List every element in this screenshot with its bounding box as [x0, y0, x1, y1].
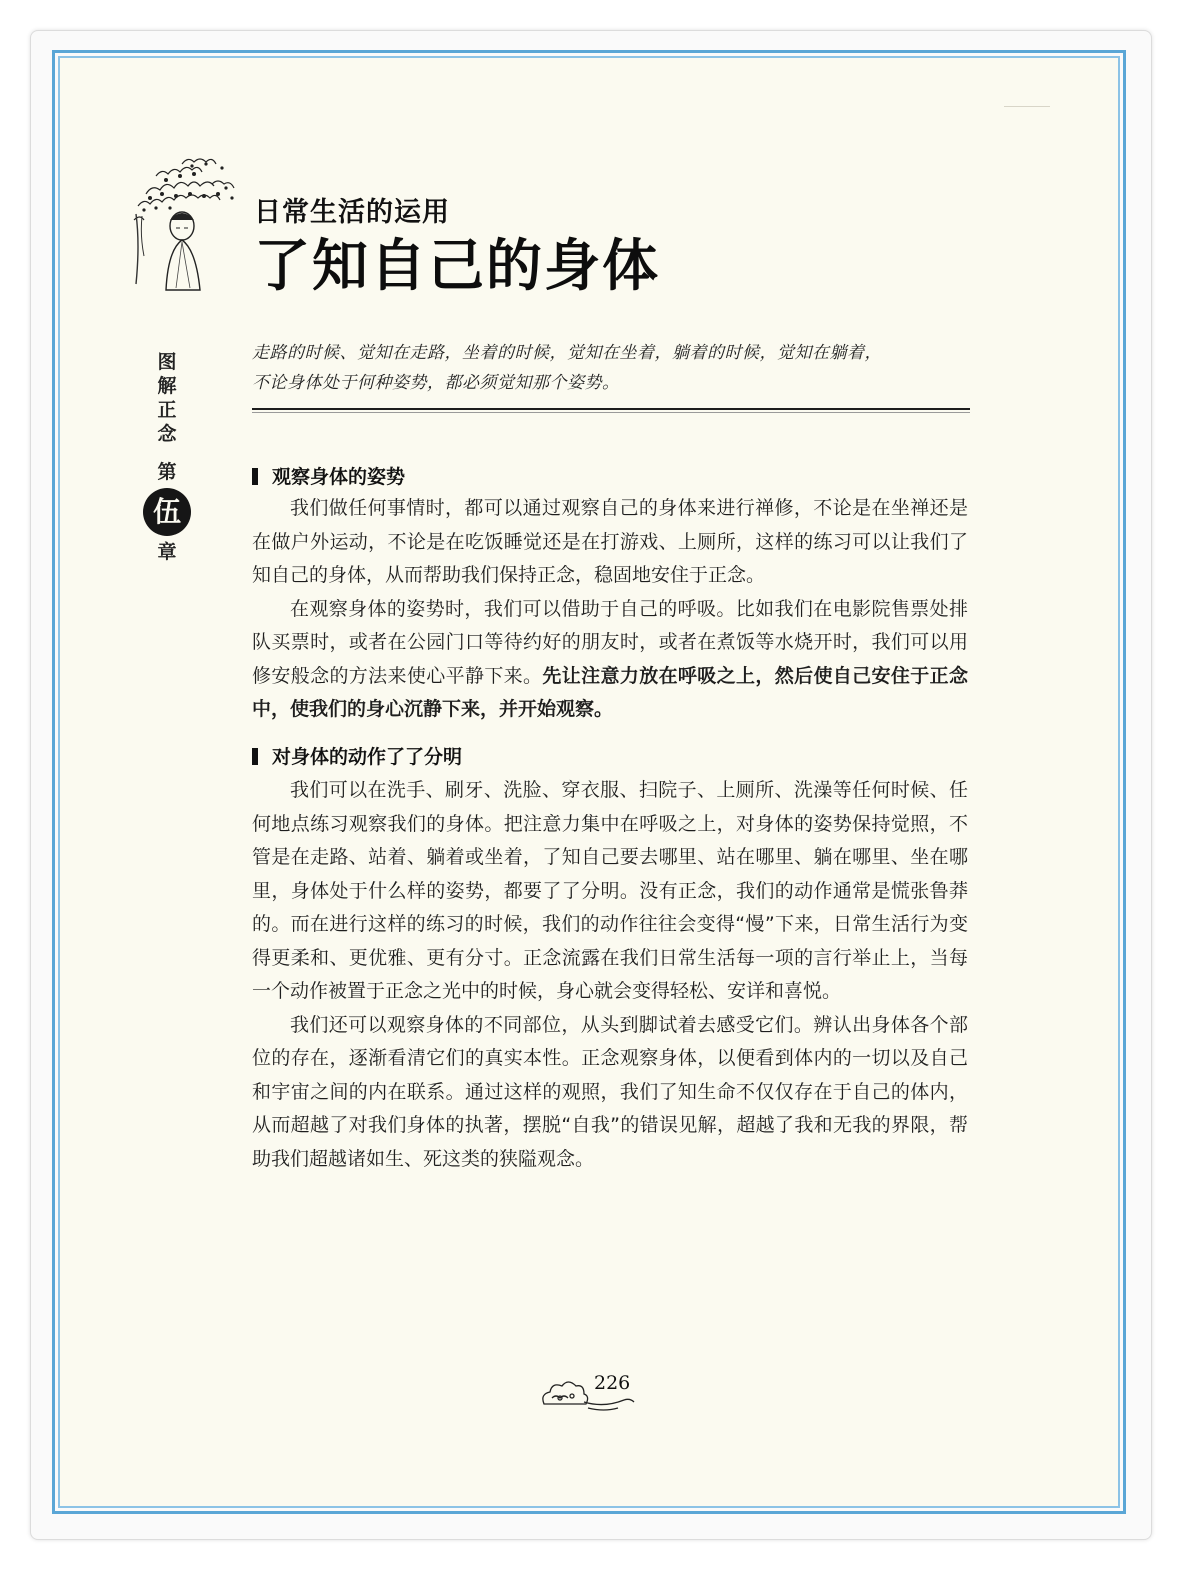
- chapter-number-badge: 伍: [143, 488, 191, 536]
- book-page: [58, 56, 1120, 1508]
- paragraph: 我们还可以观察身体的不同部位，从头到脚试着去感受它们。辨认出身体各个部位的存在，逐渐看清它们的真实本性。正念观察身体，以便看到体内的一切以及自己和宇宙之间的内在联系。通过这样的观照，我们了知生命不仅仅存在于自己的体内，从而超越了对我们身体的执著，摆脱“自我”的错误见解，超越了我和无我的界限，帮助我们超越诸如生、死这类的狭隘观念。: [252, 1013, 968, 1170]
- chapter-suffix: 章: [157, 541, 177, 563]
- page-subtitle: 日常生活的运用: [254, 197, 450, 228]
- book-title-char: 念: [157, 423, 177, 445]
- intro-summary: [252, 338, 974, 398]
- paragraph: [252, 593, 968, 727]
- intro-line: 不论身体处于何种姿势，都必须觉知那个姿势。: [252, 373, 620, 393]
- intro-divider-thin: [252, 412, 970, 413]
- paragraph: 我们可以在洗手、刷牙、洗脸、穿衣服、扫院子、上厕所、洗澡等任何时候、任何地点练习观察我们的身体。把注意力集中在呼吸之上，对身体的姿势保持觉照，不管是在走路、站着、躺着或坐着，了知自己要去哪里、站在哪里、躺在哪里、坐在哪里，身体处于什么样的姿势，都要了了分明。没有正念，我们的动作通常是慌张鲁莽的。而在进行这样的练习的时候，我们的动作往往会变得“慢”下来，日常生活行为变得更柔和、更优雅、更有分寸。正念流露在我们日常生活每一项的言行举止上，当每一个动作被置于正念之光中的时候，身心就会变得轻松、安详和喜悦。: [252, 779, 968, 1002]
- book-title-char: 解: [157, 375, 177, 397]
- section-heading: 对身体的动作了了分明: [252, 742, 462, 769]
- heading-bar-icon: [252, 468, 258, 485]
- paragraph: 我们做任何事情时，都可以通过观察自己的身体来进行禅修，不论是在坐禅还是在做户外运动，不论是在吃饭睡觉还是在打游戏、上厕所，这样的练习可以让我们了知自己的身体，从而帮助我们保持正念，稳固地安住于正念。: [252, 497, 968, 586]
- intro-divider: [252, 408, 970, 410]
- section-body: [252, 774, 968, 1176]
- heading-bar-icon: [252, 748, 258, 765]
- section-heading: 观察身体的姿势: [252, 462, 405, 489]
- page-number: 226: [594, 1372, 631, 1394]
- paragraph-bold-text: 先让注意力放在呼吸之上，然后使自己安住于正念中，使我们的身心沉静下来，并开始观察。: [252, 664, 968, 720]
- paragraph-text: 在观察身体的姿势时，我们可以借助于自己的呼吸。比如我们在电影院售票处排队买票时，或者在公园门口等待约好的朋友时，或者在煮饭等水烧开时，我们可以用修安般念的方法来使心平静下来。: [252, 597, 968, 687]
- section-body: [252, 492, 968, 727]
- page-title: 了知自己的身体: [254, 233, 660, 299]
- book-title-char: 图: [157, 351, 177, 373]
- top-divider: [1004, 106, 1050, 107]
- book-title-char: 正: [157, 399, 177, 421]
- intro-line: 走路的时候、觉知在走路，坐着的时候，觉知在坐着，躺着的时候，觉知在躺着，: [252, 343, 882, 363]
- monk-under-tree-illustration: [126, 154, 244, 292]
- chapter-side-label: [152, 350, 182, 564]
- chapter-prefix: 第: [157, 461, 177, 483]
